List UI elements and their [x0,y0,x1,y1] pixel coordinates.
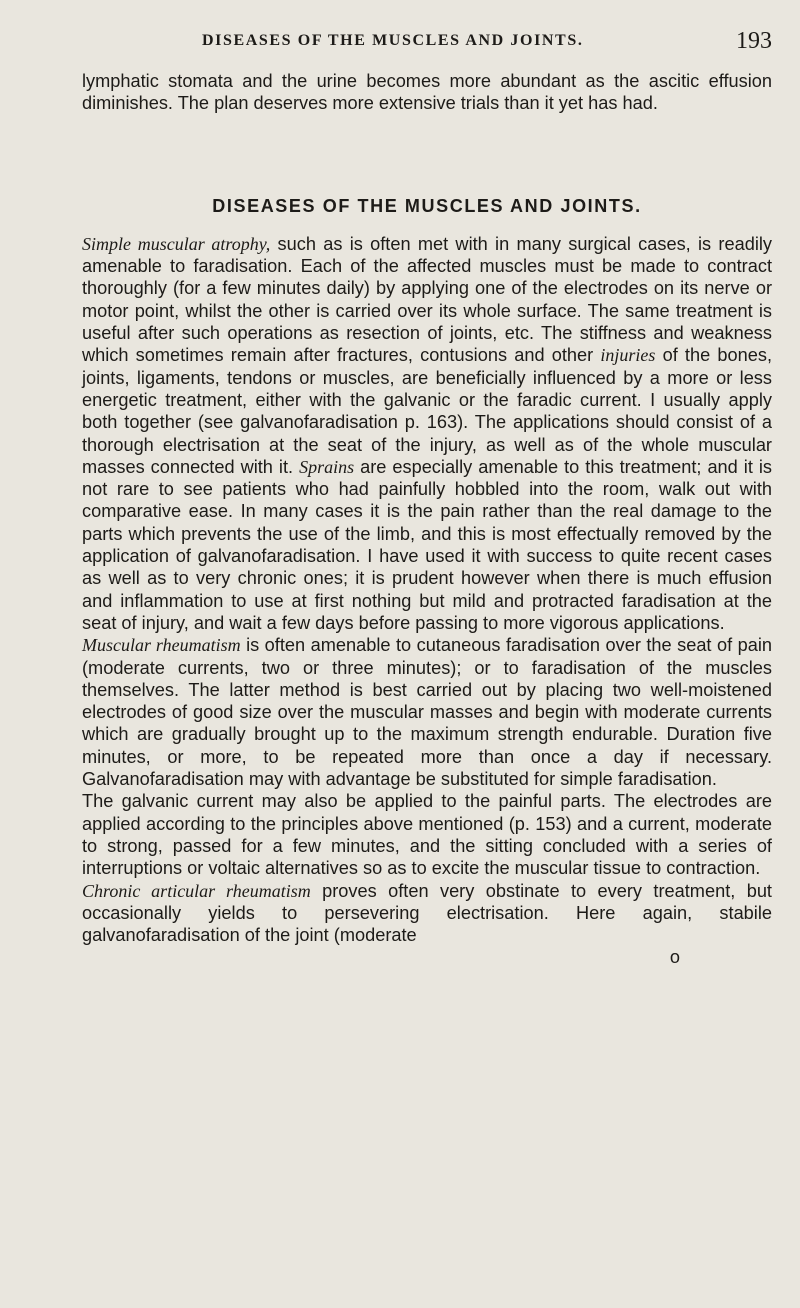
page-body [82,70,772,969]
paragraph-muscular-rheumatism [82,634,772,790]
signature-mark: o [669,947,680,968]
paragraph-text: of the bones, joints, ligaments, tendons or muscles, are beneficially influenced by a more or less energetic treatment, either with the galvanic or the faradic current. I usually apply both together (see galvanofaradisation p. 163). The applications should consist of a thorough electrisation at the seat of the injury, as well as of the whole muscular masses connected with it. [82,345,772,477]
paragraph-galvanic-current: The galvanic current may also be applied to the painful parts. The electrodes are applied according to the principles above mentioned (p. 153) and a current, moderate to strong, passed for a few minutes, and the sitting concluded with a series of interruptions or voltaic alternatives so as to excite the muscular tissue to contraction. [82,791,772,879]
page-number: 193 [736,28,772,54]
paragraph-text: such as is often met with in many surgical cases, is readily amenable to faradisation. Each of the affected muscles must be made to contract thoroughly (for a few minutes daily) by applying one of the electrodes on its nerve or motor point, whilst the other is carried over its whole surface. The same treatment is useful after such operations as resection of joints, etc. The stiffness and weakness which sometimes remain after fractures, contusions and other [82,233,772,366]
running-title: DISEASES OF THE MUSCLES AND JOINTS. [202,32,584,49]
paragraph-articular-rheumatism [82,880,772,947]
term-muscular-rheumatism: Muscular rheumatism [82,635,241,656]
intro-paragraph: lymphatic stomata and the urine becomes more abundant as the ascitic effusion diminishes. The plan deserves more extensive trials than it yet has had. [82,71,772,114]
running-head [82,30,772,56]
section-heading: DISEASES OF THE MUSCLES AND JOINTS. [212,195,642,216]
term-chronic-articular-rheumatism: Chronic articular rheumatism [82,880,311,901]
term-sprains: Sprains [299,456,355,477]
term-injuries: injuries [600,345,656,366]
paragraph-muscular-atrophy [82,233,772,634]
paragraph-text: are especially amenable to this treatment; and it is not rare to see patients who had painfully hobbled into the room, walk out with comparative ease. In many cases it is the pain rather than the real damage to the parts which prevents the use of the limb, and this is most effectually removed by the application of galvanofaradisation. I have used it with success to quite recent cases as well as to very chronic ones; it is prudent however when there is much effusion and inflammation to use at first nothing but mild and protracted faradisation at the seat of injury, and wait a few days before passing to more vigorous applications. [82,456,773,633]
paragraph-text: proves often very obstinate to every treatment, but occasionally yields to persevering electrisation. Here again, stabile galvanofaradisation of the joint (moderate [82,880,772,946]
term-simple-muscular-atrophy: Simple muscular atrophy, [82,233,271,254]
paragraph-text: is often amenable to cutaneous faradisation over the seat of pain (moderate currents, two or three minutes); or to faradisation of the muscles themselves. The latter method is best carried out by placing two well-moistened electrodes of good size over the muscular masses and begin with moderate currents which are gradually brought up to the maximum strength endurable. Duration five minutes, or more, to be repeated more than once a day if necessary. Galvanofaradisation may with advantage be substituted for simple faradisation. [82,635,772,790]
